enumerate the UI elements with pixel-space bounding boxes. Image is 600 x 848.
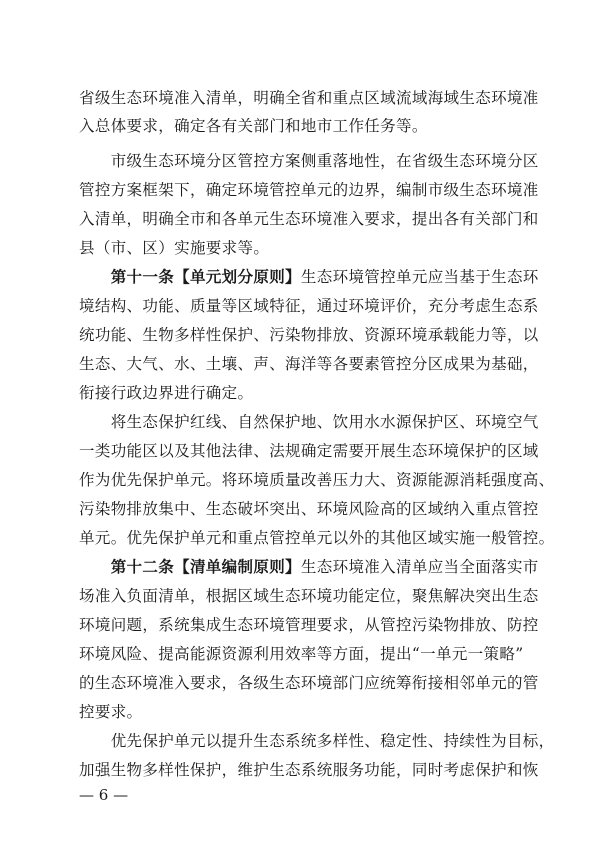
paragraph-line: 场准入负面清单，根据区域生态环境功能定位，聚焦解决突出生态 [79, 587, 539, 605]
paragraph-line: 境结构、功能、质量等区域特征，通过环境评价，充分考虑生态系 [79, 297, 539, 315]
paragraph-line: 入总体要求，确定各有关部门和地市工作任务等。 [79, 117, 428, 135]
paragraph-line: 环境问题，系统集成生态环境管理要求，从管控污染物排放、防控 [79, 616, 539, 634]
article-12-heading: 第十二条【清单编制原则】 [79, 557, 301, 576]
paragraph-line: 入清单，明确全市和各单元生态环境准入要求，提出各有关部门和 [79, 210, 539, 228]
paragraph-line: 生态、大气、水、土壤、声、海洋等各要素管控分区成果为基础， [79, 355, 539, 373]
paragraph-line: 环境风险、提高能源资源利用效率等方面，提出“一单元一策略” [79, 645, 524, 663]
paragraph-line: 衔接行政边界进行确定。 [79, 384, 254, 402]
paragraph-line: 加强生物多样性保护，维护生态系统服务功能，同时考虑保护和恢 [79, 761, 539, 779]
paragraph-line: 省级生态环境准入清单，明确全省和重点区域流域海域生态环境准 [79, 89, 539, 107]
paragraph-line: 管控方案框架下，确定环境管控单元的边界，编制市级生态环境准 [79, 181, 539, 199]
paragraph-line: 统功能、生物多样性保护、污染物排放、资源环境承载能力等，以 [79, 326, 539, 344]
article-12-first-line [79, 557, 539, 577]
paragraph-line: 市级生态环境分区管控方案侧重落地性，在省级生态环境分区 [79, 152, 539, 170]
paragraph-line: 优先保护单元以提升生态系统多样性、稳定性、持续性为目标， [79, 732, 555, 750]
paragraph-line: 控要求。 [79, 703, 143, 721]
paragraph-text: 生态环境准入清单应当全面落实市 [300, 558, 539, 576]
page-number: — 6 — [79, 786, 129, 804]
article-11-heading: 第十一条【单元划分原则】 [79, 267, 301, 286]
paragraph-line: 将生态保护红线、自然保护地、饮用水水源保护区、环境空气 [79, 413, 539, 431]
paragraph-line: 一类功能区以及其他法律、法规确定需要开展生态环境保护的区域 [79, 442, 539, 460]
article-11-first-line [79, 267, 539, 287]
paragraph-line: 单元。优先保护单元和重点管控单元以外的其他区域实施一般管控。 [79, 529, 555, 547]
paragraph-line: 县（市、区）实施要求等。 [79, 239, 270, 257]
paragraph-line: 污染物排放集中、生态破坏突出、环境风险高的区域纳入重点管控 [79, 500, 539, 518]
paragraph-line: 的生态环境准入要求，各级生态环境部门应统筹衔接相邻单元的管 [79, 674, 539, 692]
paragraph-line: 作为优先保护单元。将环境质量改善压力大、资源能源消耗强度高、 [79, 471, 555, 489]
paragraph-text: 生态环境管控单元应当基于生态环 [300, 268, 539, 286]
